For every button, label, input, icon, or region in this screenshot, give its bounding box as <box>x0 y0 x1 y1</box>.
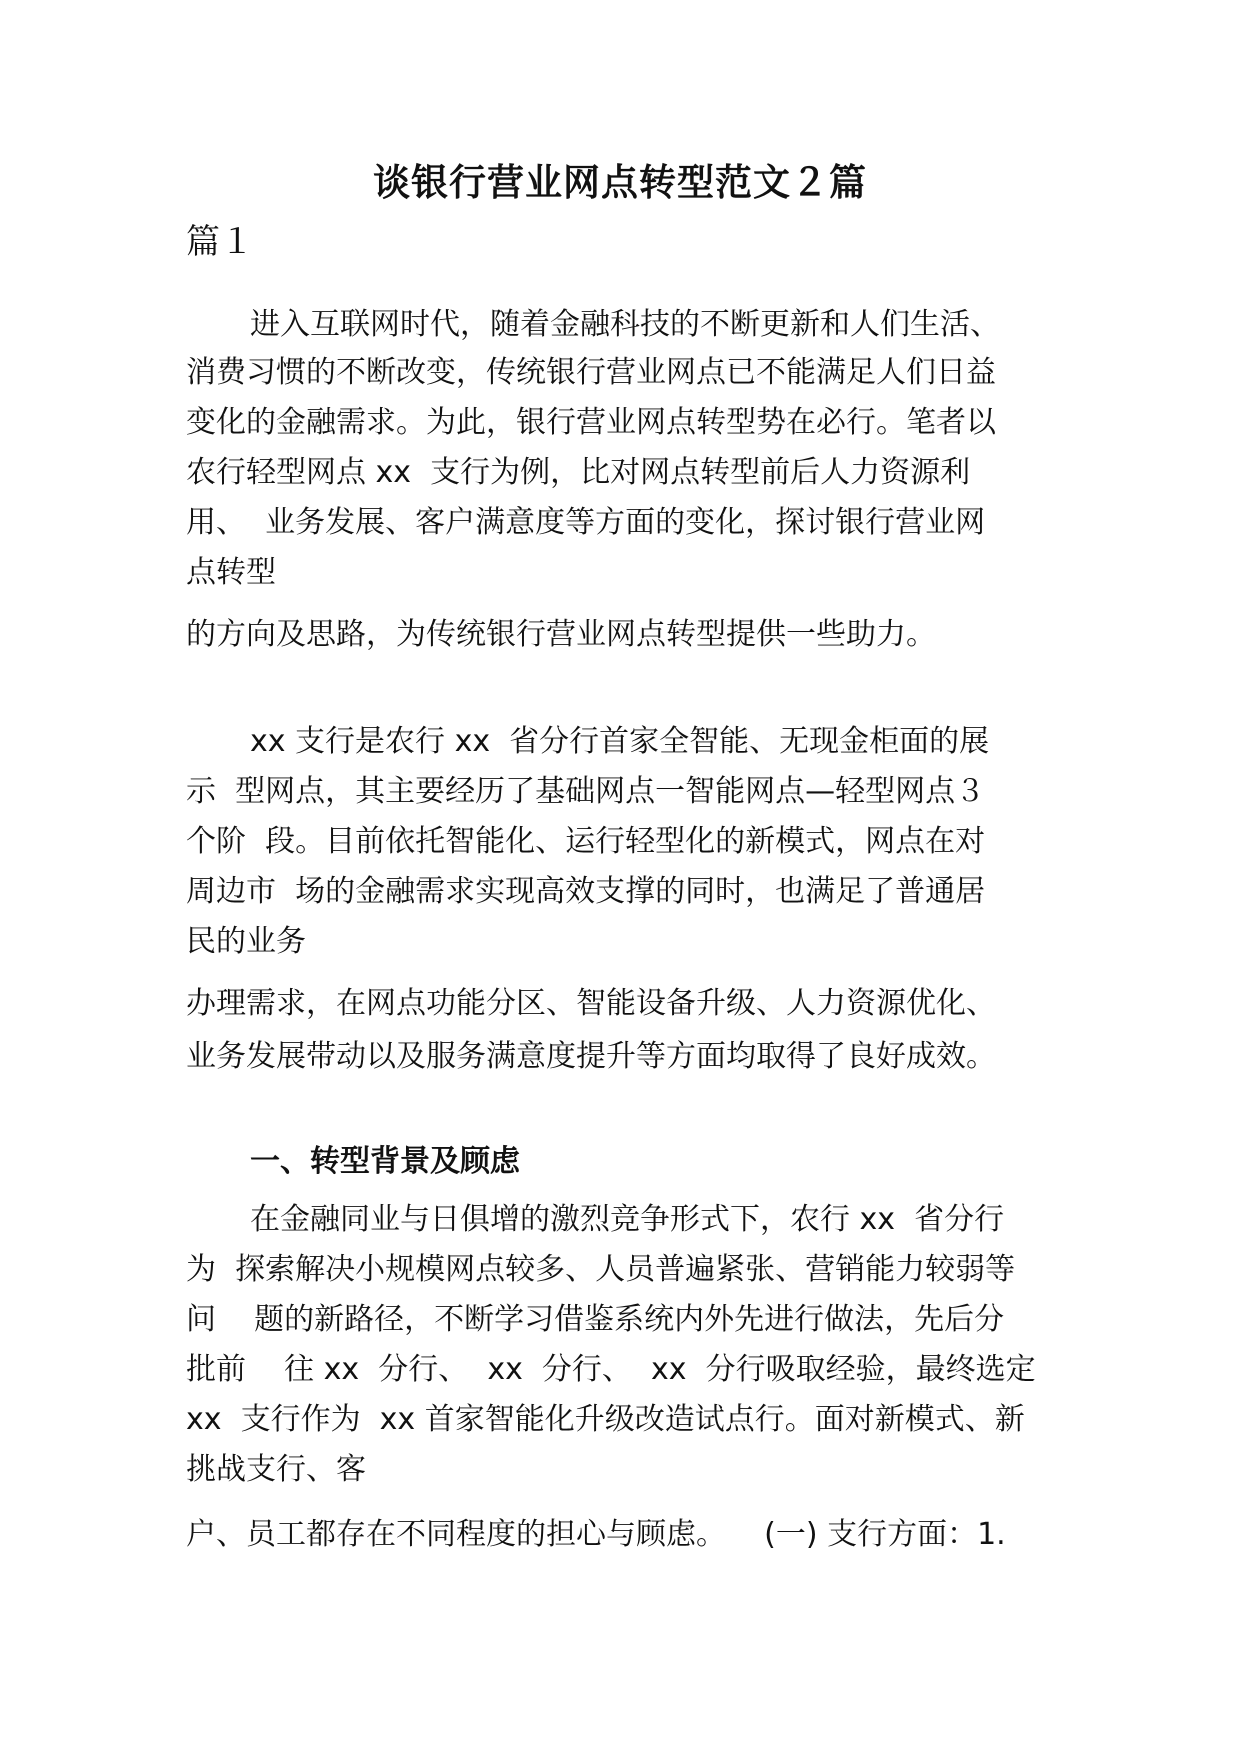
paragraph-line: 周边市 场的金融需求实现高效支撑的同时，也满足了普通居 <box>186 874 986 909</box>
paragraph-line: 户、员工都存在不同程度的担心与顾虑。 (一) 支行方面：1. <box>186 1517 1006 1552</box>
paragraph-line: xx 支行是农行 xx 省分行首家全智能、无现金柜面的展 <box>250 724 990 759</box>
paragraph-line: 点转型 <box>186 555 276 590</box>
paragraph-line: 消费习惯的不断改变，传统银行营业网点已不能满足人们日益 <box>186 355 996 390</box>
section-label: 篇１ <box>186 222 254 262</box>
paragraph-line: 办理需求，在网点功能分区、智能设备升级、人力资源优化、 <box>186 986 996 1021</box>
document-title: 谈银行营业网点转型范文２篇 <box>373 161 867 204</box>
paragraph-line: 挑战支行、客 <box>186 1452 366 1487</box>
paragraph-line: 在金融同业与日俱增的激烈竞争形式下，农行 xx 省分行 <box>250 1202 1005 1237</box>
paragraph-line: 示 型网点，其主要经历了基础网点一智能网点—轻型网点３ <box>186 774 986 809</box>
paragraph-line: 进入互联网时代，随着金融科技的不断更新和人们生活、 <box>250 307 1000 342</box>
paragraph-line: 个阶 段。目前依托智能化、运行轻型化的新模式，网点在对 <box>186 824 986 859</box>
paragraph-line: 的方向及思路，为传统银行营业网点转型提供一些助力。 <box>186 617 936 652</box>
paragraph-line: xx 支行作为 xx 首家智能化升级改造试点行。面对新模式、新 <box>186 1402 1025 1437</box>
paragraph-line: 业务发展带动以及服务满意度提升等方面均取得了良好成效。 <box>186 1039 996 1074</box>
paragraph-line: 问 题的新路径，不断学习借鉴系统内外先进行做法，先后分 <box>186 1302 1005 1337</box>
paragraph-line: 变化的金融需求。为此，银行营业网点转型势在必行。笔者以 <box>186 405 996 440</box>
paragraph-line: 批前 往 xx 分行、 xx 分行、 xx 分行吸取经验，最终选定 <box>186 1352 1036 1387</box>
paragraph-line: 用、 业务发展、客户满意度等方面的变化，探讨银行营业网 <box>186 505 986 540</box>
paragraph-line: 为 探索解决小规模网点较多、人员普遍紧张、营销能力较弱等 <box>186 1252 1016 1287</box>
paragraph-line: 农行轻型网点 xx 支行为例，比对网点转型前后人力资源利 <box>186 455 971 490</box>
paragraph-line: 民的业务 <box>186 924 306 959</box>
section-heading: 一、转型背景及顾虑 <box>250 1144 520 1179</box>
